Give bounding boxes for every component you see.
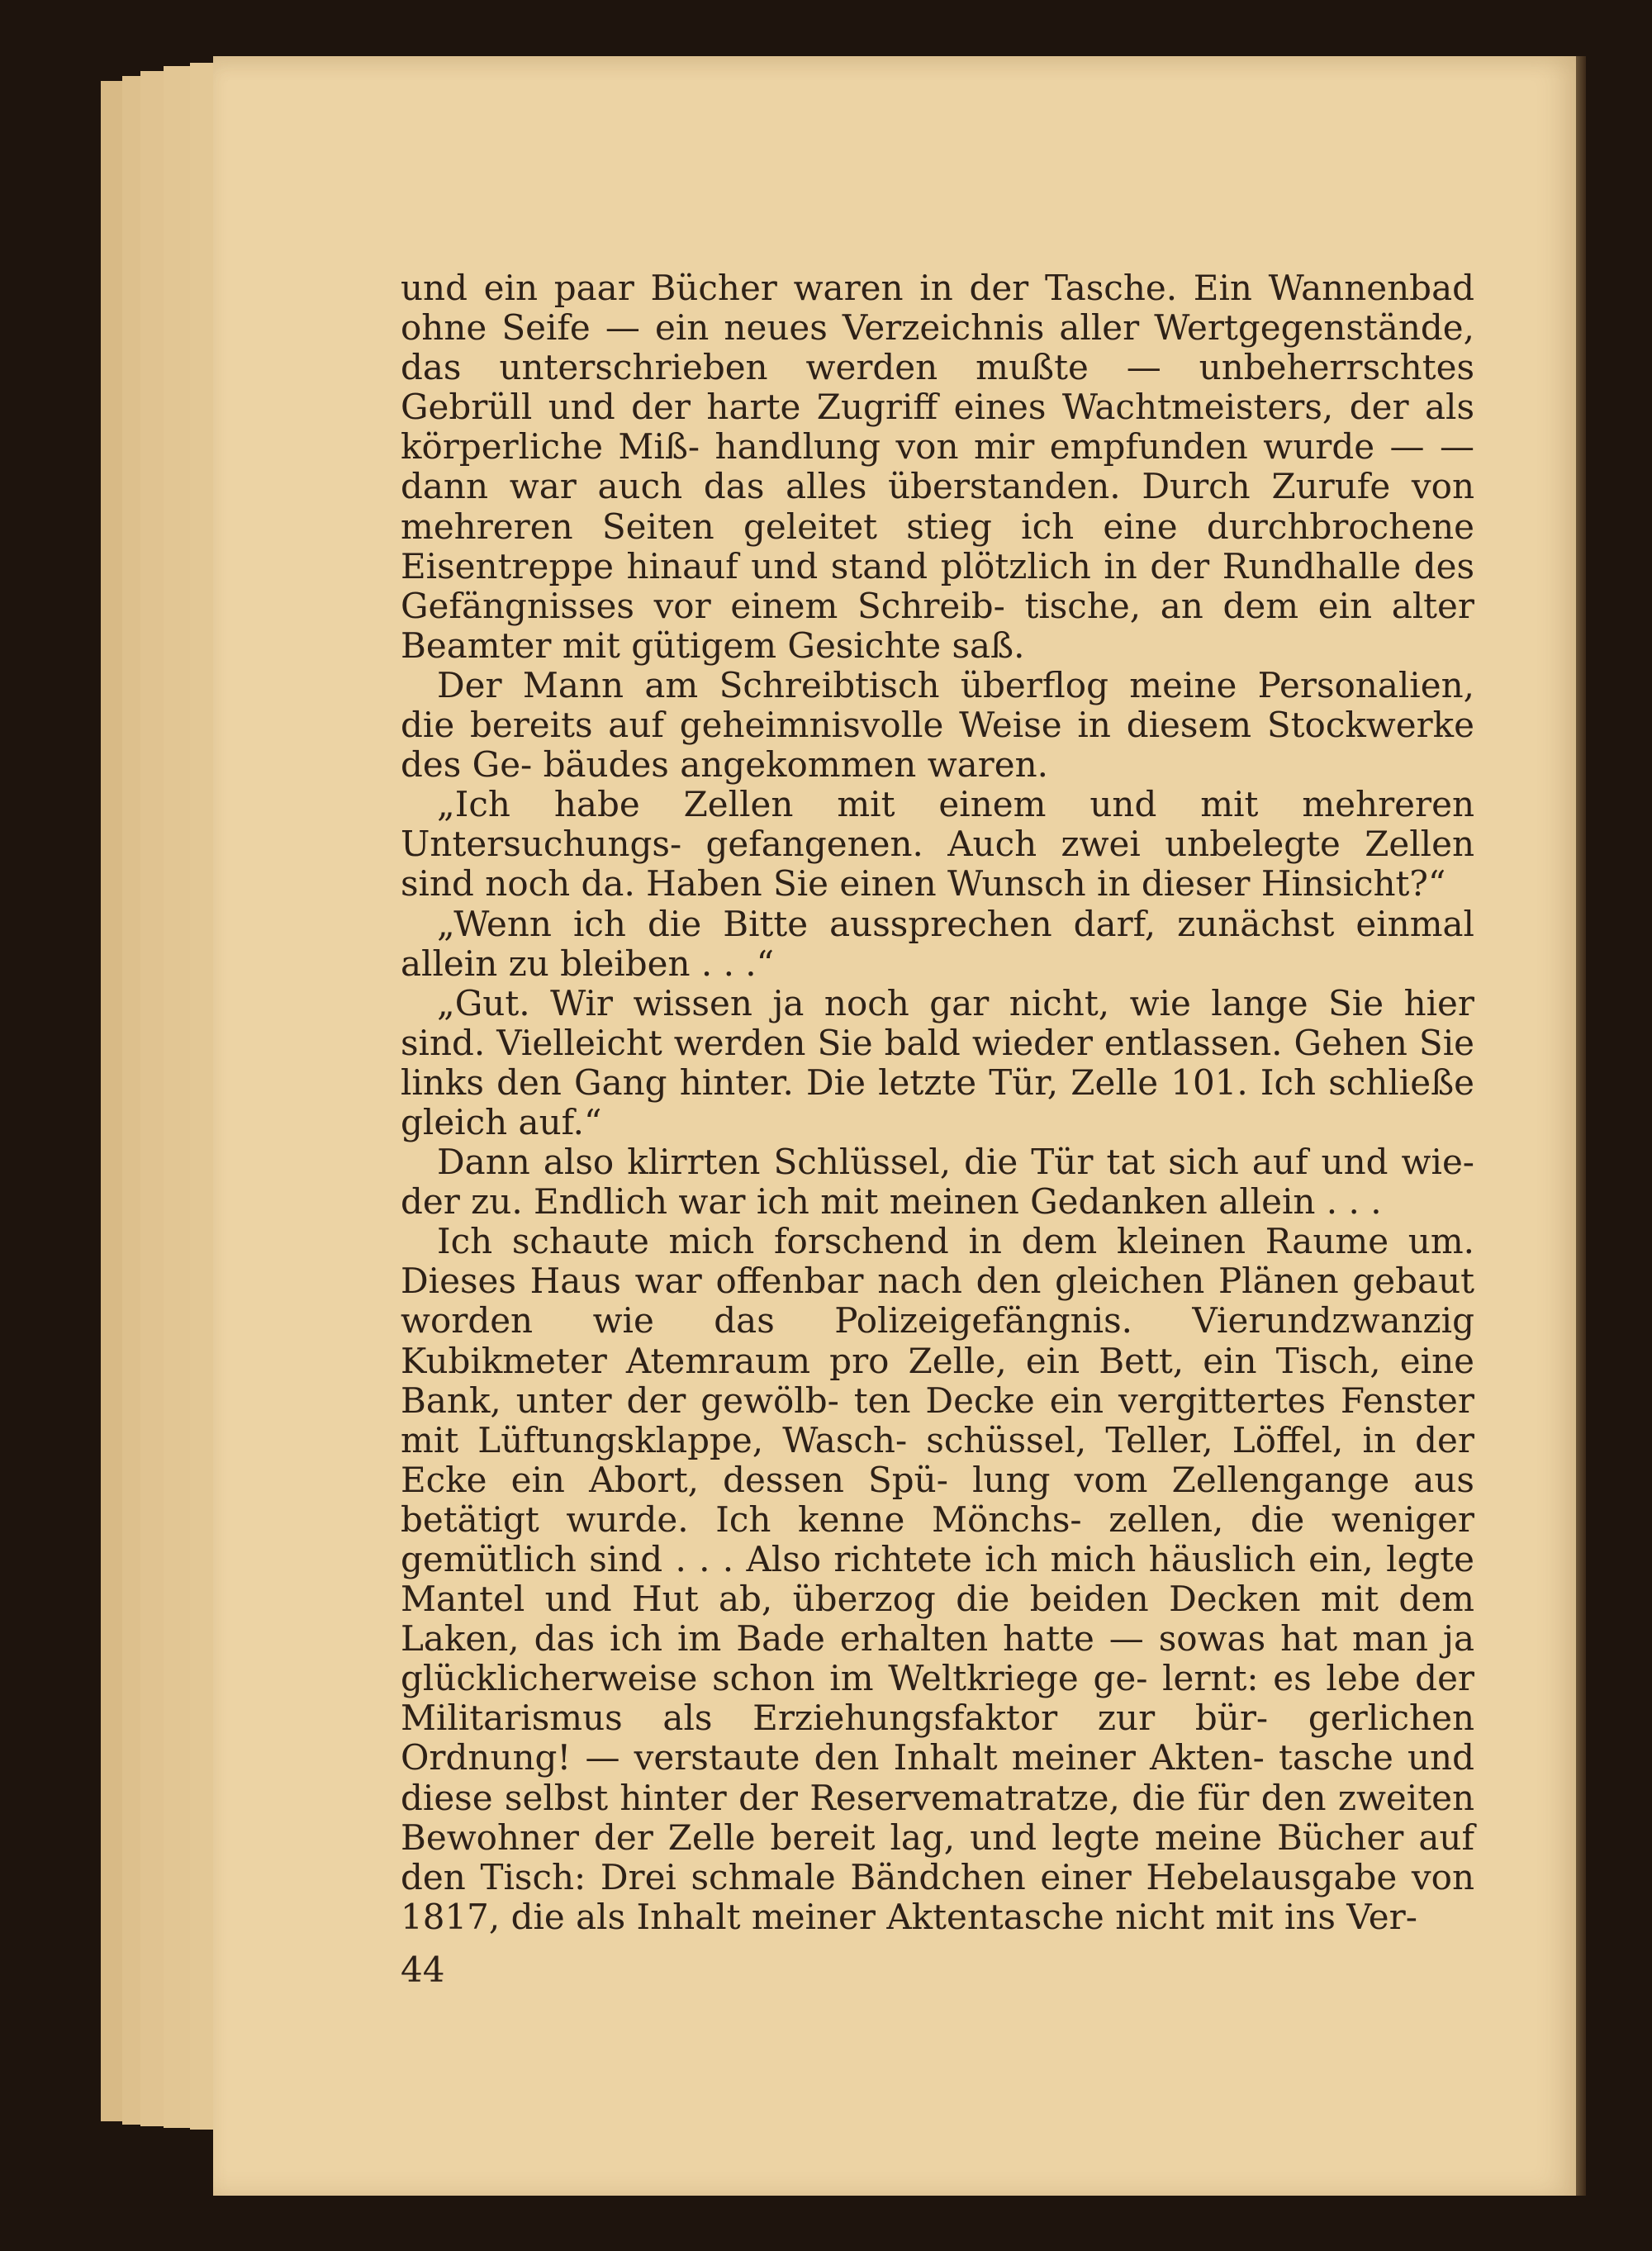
- paragraph: Der Mann am Schreibtisch überflog meine Personalien, die bereits auf geheimnisvolle Weise in diesem Stockwerke des Ge- bäudes angekommen waren.: [401, 664, 1474, 786]
- paragraph: Dann also klirrten Schlüssel, die Tür tat sich auf und wie- der zu. Endlich war ich mit meinen Gedanken allein . . .: [401, 1142, 1474, 1223]
- paragraph: „Ich habe Zellen mit einem und mit mehreren Untersuchungs- gefangenen. Auch zwei unbelegte Zellen sind noch da. Haben Sie einen Wunsch in dieser Hinsicht?“: [401, 784, 1474, 905]
- body-text: [401, 268, 1474, 1937]
- paragraph: „Wenn ich die Bitte aussprechen darf, zunächst einmal allein zu bleiben . . .“: [401, 903, 1474, 984]
- page-number: 44: [401, 1949, 445, 1990]
- paragraph: Ich schaute mich forschend in dem kleinen Raume um. Dieses Haus war offenbar nach den gleichen Plänen gebaut worden wie das Polizeigefängnis. Vierundzwanzig Kubikmeter Atemraum pro Zelle, ein Bett, ein Tisch, eine Bank, unter der gewölb- ten Decke ein vergittertes Fenster mit Lüftungsklappe, Wasch- schüssel, Teller, Löffel, in der Ecke ein Abort, dessen Spü- lung vom Zellengange aus betätigt wurde. Ich kenne Mönchs- zellen, die weniger gemütlich sind . . . Also richtete ich mich häuslich ein, legte Mantel und Hut ab, überzog die beiden Decken mit dem Laken, das ich im Bade erhalten hatte — sowas hat man ja glücklicherweise schon im Weltkriege ge- lernt: es lebe der Militarismus als Erziehungsfaktor zur bür- gerlichen Ordnung! — verstaute den Inhalt meiner Akten- tasche und diese selbst hinter der Reservematratze, die für den zweiten Bewohner der Zelle bereit lag, und legte meine Bücher auf den Tisch: Drei schmale Bändchen einer Hebelausgabe von 1817, die als Inhalt meiner Aktentasche nicht mit ins Ver-: [401, 1221, 1474, 1937]
- paragraph: und ein paar Bücher waren in der Tasche. Ein Wannenbad ohne Seife — ein neues Verzeichnis aller Wertgegenstände, das unterschrieben werden mußte — unbeherrschtes Gebrüll und der harte Zugriff eines Wachtmeisters, der als körperliche Miß- handlung von mir empfunden wurde — — dann war auch das alles überstanden. Durch Zurufe von mehreren Seiten geleitet stieg ich eine durchbrochene Eisentreppe hinauf und stand plötzlich in der Rundhalle des Gefängnisses vor einem Schreib- tische, an dem ein alter Beamter mit gütigem Gesichte saß.: [401, 268, 1474, 666]
- paragraph: „Gut. Wir wissen ja noch gar nicht, wie lange Sie hier sind. Vielleicht werden Sie bald wieder entlassen. Gehen Sie links den Gang hinter. Die letzte Tür, Zelle 101. Ich schließe gleich auf.“: [401, 982, 1474, 1142]
